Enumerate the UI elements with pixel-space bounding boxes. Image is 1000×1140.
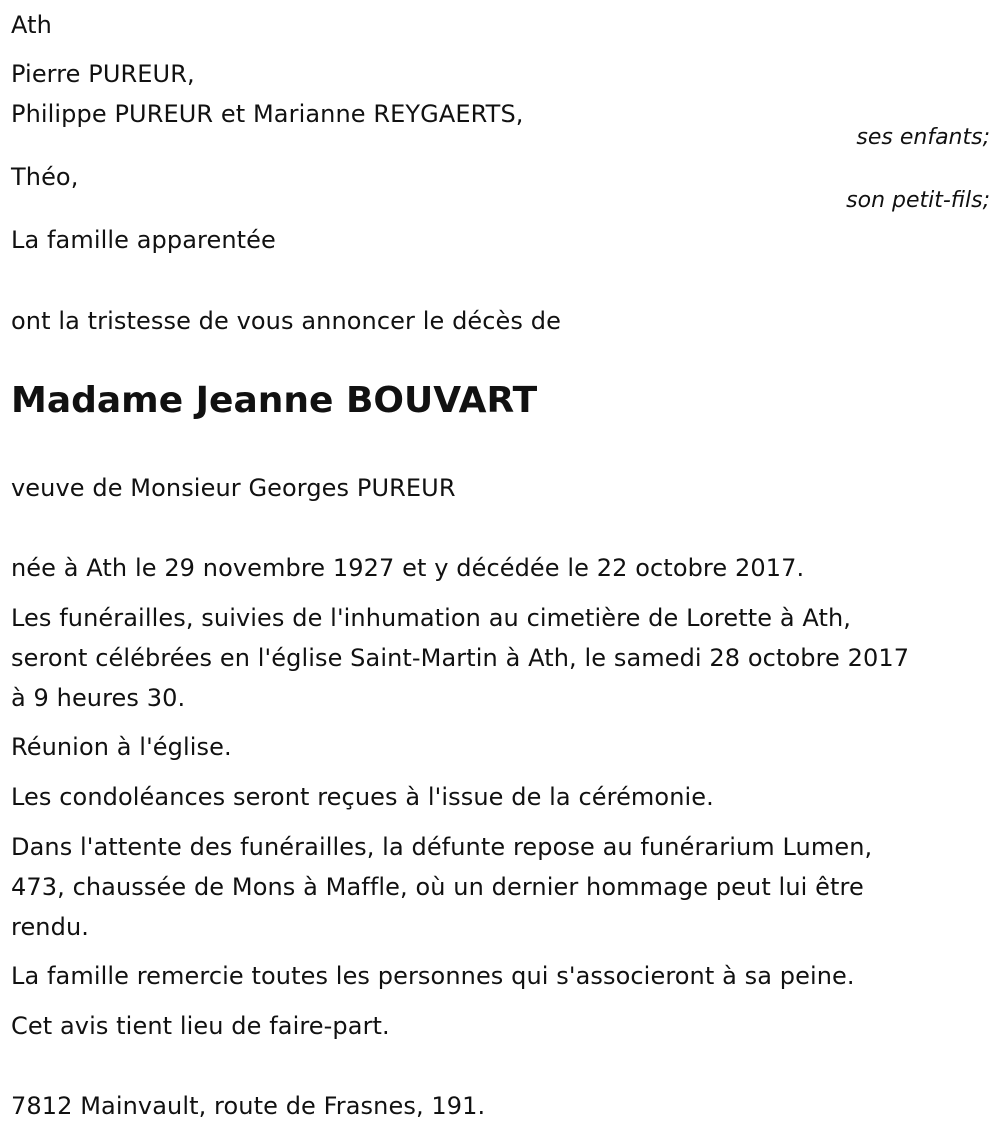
- funeral-line-3: à 9 heures 30.: [11, 684, 186, 712]
- repose-line-3: rendu.: [11, 913, 89, 941]
- children-line-1: Pierre PUREUR,: [11, 60, 195, 88]
- birth-death-line: née à Ath le 29 novembre 1927 et y décédée le 22 octobre 2017.: [11, 554, 805, 582]
- notice-line: Cet avis tient lieu de faire-part.: [11, 1012, 390, 1040]
- funeral-line-2: seront célébrées en l'église Saint-Martin à Ath, le samedi 28 octobre 2017: [11, 644, 910, 672]
- condolences-line: Les condoléances seront reçues à l'issue de la cérémonie.: [11, 783, 714, 811]
- city-heading: Ath: [11, 11, 52, 39]
- announcement-intro: ont la tristesse de vous annoncer le décès de: [11, 307, 561, 335]
- thanks-line: La famille remercie toutes les personnes qui s'associeront à sa peine.: [11, 962, 855, 990]
- meeting-line: Réunion à l'église.: [11, 733, 232, 761]
- funeral-line-1: Les funérailles, suivies de l'inhumation au cimetière de Lorette à Ath,: [11, 604, 852, 632]
- children-role: ses enfants;: [856, 125, 990, 150]
- deceased-name: Madame Jeanne BOUVART: [11, 380, 538, 421]
- grandchild-line: Théo,: [11, 163, 79, 191]
- children-line-2: Philippe PUREUR et Marianne REYGAERTS,: [11, 100, 524, 128]
- repose-line-2: 473, chaussée de Mons à Maffle, où un dernier hommage peut lui être: [11, 873, 864, 901]
- address-line: 7812 Mainvault, route de Frasnes, 191.: [11, 1092, 486, 1120]
- grandchild-role: son petit-fils;: [846, 188, 990, 213]
- relatives-line: La famille apparentée: [11, 226, 276, 254]
- spouse-line: veuve de Monsieur Georges PUREUR: [11, 474, 456, 502]
- repose-line-1: Dans l'attente des funérailles, la défunte repose au funérarium Lumen,: [11, 833, 873, 861]
